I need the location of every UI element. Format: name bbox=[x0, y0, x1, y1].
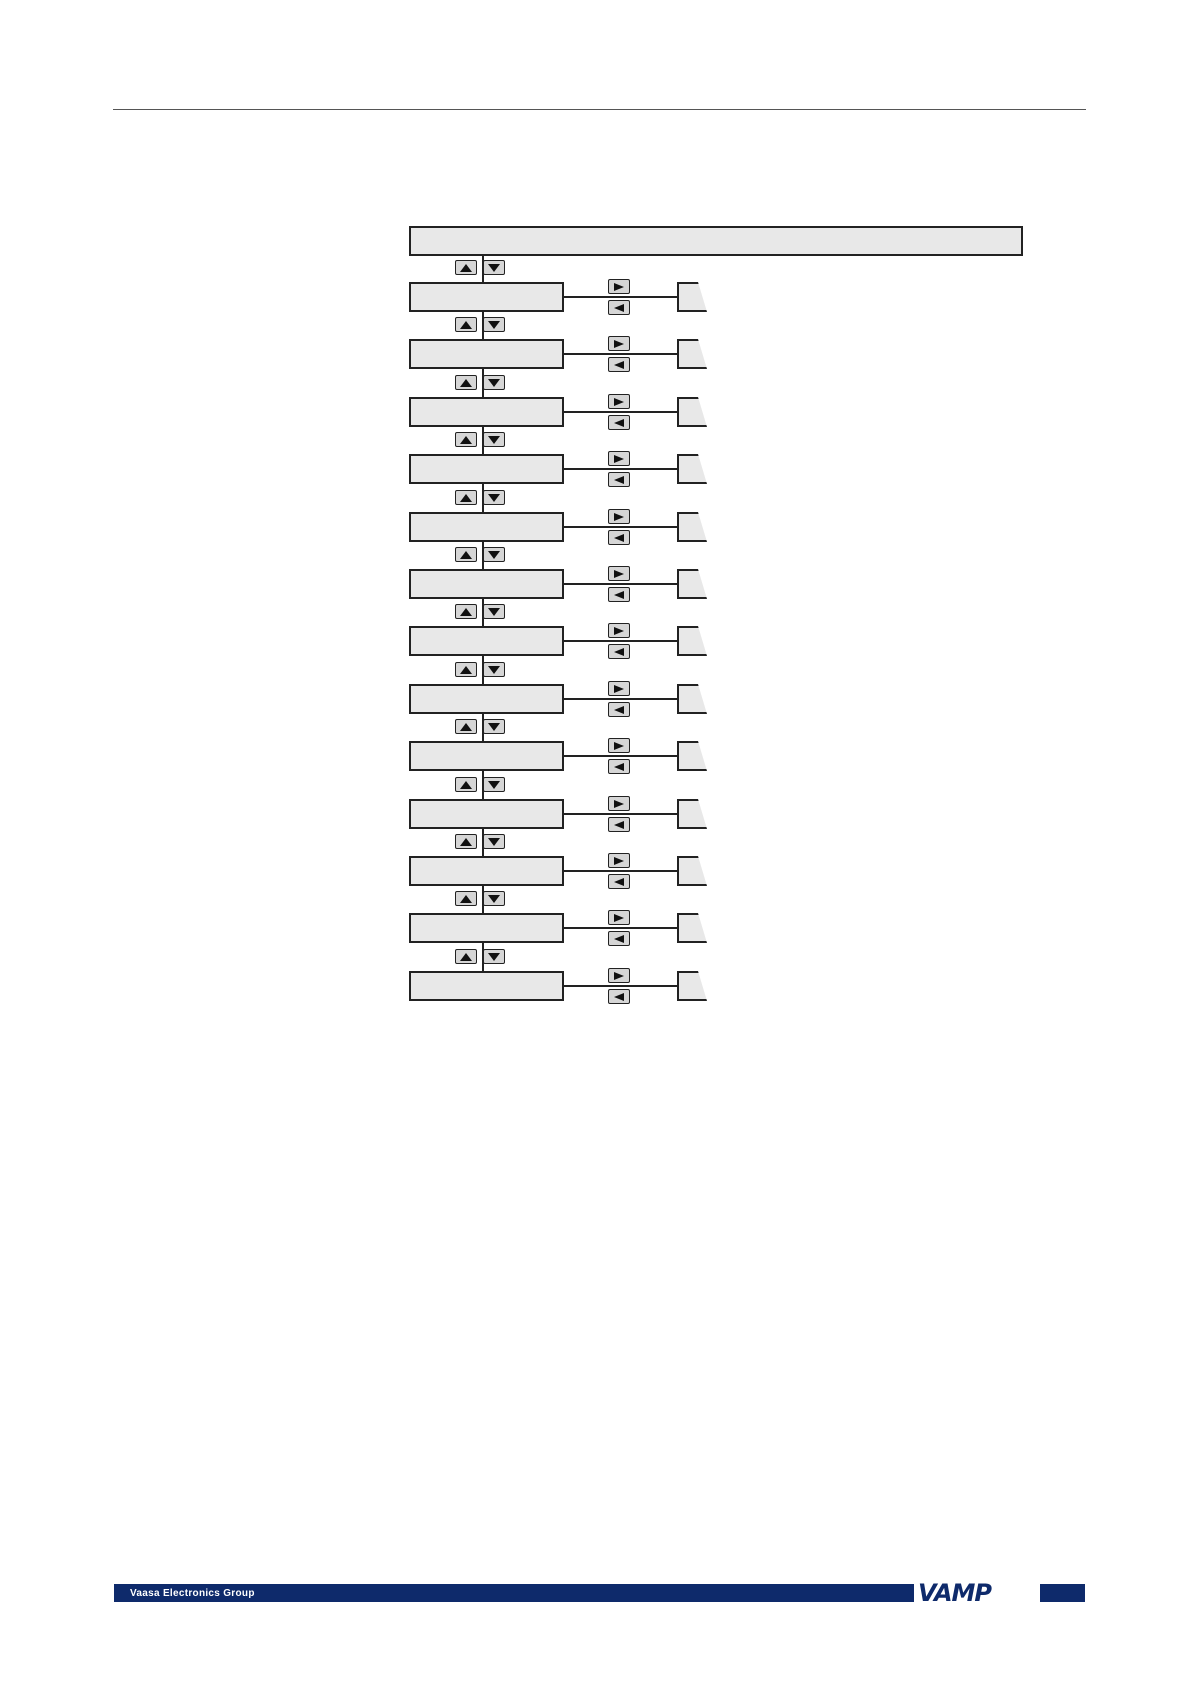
up-arrow-key-icon bbox=[459, 837, 473, 847]
down-arrow-key-icon[interactable] bbox=[483, 547, 505, 562]
left-arrow-key-icon bbox=[612, 762, 626, 772]
left-arrow-key-icon bbox=[612, 303, 626, 313]
down-arrow-key-icon bbox=[487, 837, 501, 847]
up-arrow-key-icon bbox=[459, 378, 473, 388]
down-arrow-key-icon bbox=[487, 493, 501, 503]
up-arrow-key-icon[interactable] bbox=[455, 662, 477, 677]
right-arrow-key-icon bbox=[612, 626, 626, 636]
right-arrow-key-icon[interactable] bbox=[608, 566, 630, 581]
menu-item-box bbox=[409, 626, 564, 656]
submenu-box bbox=[677, 741, 707, 771]
down-arrow-key-icon bbox=[487, 952, 501, 962]
menu-item-box bbox=[409, 799, 564, 829]
down-arrow-key-icon bbox=[487, 435, 501, 445]
menu-item-box bbox=[409, 856, 564, 886]
down-arrow-key-icon bbox=[487, 550, 501, 560]
menu-item-box bbox=[409, 741, 564, 771]
vamp-logo: VAMP bbox=[918, 1579, 991, 1607]
up-arrow-key-icon[interactable] bbox=[455, 547, 477, 562]
menu-item-box bbox=[409, 339, 564, 369]
right-arrow-key-icon bbox=[612, 397, 626, 407]
left-arrow-key-icon[interactable] bbox=[608, 472, 630, 487]
up-arrow-key-icon bbox=[459, 493, 473, 503]
menu-item-box bbox=[409, 282, 564, 312]
left-arrow-key-icon[interactable] bbox=[608, 587, 630, 602]
submenu-connector bbox=[564, 813, 677, 815]
up-arrow-key-icon[interactable] bbox=[455, 834, 477, 849]
up-arrow-key-icon[interactable] bbox=[455, 777, 477, 792]
submenu-box bbox=[677, 913, 707, 943]
down-arrow-key-icon[interactable] bbox=[483, 662, 505, 677]
submenu-box bbox=[677, 626, 707, 656]
down-arrow-key-icon[interactable] bbox=[483, 834, 505, 849]
down-arrow-key-icon[interactable] bbox=[483, 317, 505, 332]
submenu-box bbox=[677, 971, 707, 1001]
down-arrow-key-icon bbox=[487, 780, 501, 790]
submenu-connector bbox=[564, 640, 677, 642]
down-arrow-key-icon[interactable] bbox=[483, 375, 505, 390]
down-arrow-key-icon bbox=[487, 378, 501, 388]
right-arrow-key-icon[interactable] bbox=[608, 738, 630, 753]
left-arrow-key-icon bbox=[612, 533, 626, 543]
left-arrow-key-icon[interactable] bbox=[608, 874, 630, 889]
up-arrow-key-icon bbox=[459, 665, 473, 675]
down-arrow-key-icon[interactable] bbox=[483, 604, 505, 619]
left-arrow-key-icon[interactable] bbox=[608, 357, 630, 372]
down-arrow-key-icon bbox=[487, 894, 501, 904]
right-arrow-key-icon bbox=[612, 684, 626, 694]
menu-item-box bbox=[409, 512, 564, 542]
up-arrow-key-icon[interactable] bbox=[455, 891, 477, 906]
down-arrow-key-icon[interactable] bbox=[483, 432, 505, 447]
left-arrow-key-icon[interactable] bbox=[608, 759, 630, 774]
down-arrow-key-icon[interactable] bbox=[483, 490, 505, 505]
up-arrow-key-icon bbox=[459, 780, 473, 790]
up-arrow-key-icon[interactable] bbox=[455, 432, 477, 447]
right-arrow-key-icon bbox=[612, 856, 626, 866]
footer-company: Vaasa Electronics Group bbox=[130, 1587, 255, 1599]
left-arrow-key-icon bbox=[612, 418, 626, 428]
submenu-box bbox=[677, 512, 707, 542]
submenu-connector bbox=[564, 755, 677, 757]
right-arrow-key-icon bbox=[612, 569, 626, 579]
up-arrow-key-icon bbox=[459, 722, 473, 732]
menu-item-box bbox=[409, 971, 564, 1001]
right-arrow-key-icon bbox=[612, 913, 626, 923]
up-arrow-key-icon[interactable] bbox=[455, 260, 477, 275]
submenu-connector bbox=[564, 296, 677, 298]
right-arrow-key-icon[interactable] bbox=[608, 509, 630, 524]
right-arrow-key-icon bbox=[612, 454, 626, 464]
footer-bar bbox=[114, 1584, 914, 1602]
submenu-connector bbox=[564, 698, 677, 700]
up-arrow-key-icon bbox=[459, 435, 473, 445]
down-arrow-key-icon bbox=[487, 722, 501, 732]
right-arrow-key-icon[interactable] bbox=[608, 910, 630, 925]
right-arrow-key-icon bbox=[612, 339, 626, 349]
left-arrow-key-icon bbox=[612, 360, 626, 370]
down-arrow-key-icon[interactable] bbox=[483, 891, 505, 906]
submenu-box bbox=[677, 799, 707, 829]
submenu-connector bbox=[564, 353, 677, 355]
right-arrow-key-icon[interactable] bbox=[608, 623, 630, 638]
right-arrow-key-icon[interactable] bbox=[608, 451, 630, 466]
right-arrow-key-icon[interactable] bbox=[608, 336, 630, 351]
left-arrow-key-icon bbox=[612, 647, 626, 657]
menu-item-box bbox=[409, 397, 564, 427]
submenu-box bbox=[677, 454, 707, 484]
left-arrow-key-icon[interactable] bbox=[608, 530, 630, 545]
left-arrow-key-icon bbox=[612, 820, 626, 830]
right-arrow-key-icon[interactable] bbox=[608, 968, 630, 983]
right-arrow-key-icon bbox=[612, 282, 626, 292]
right-arrow-key-icon[interactable] bbox=[608, 796, 630, 811]
up-arrow-key-icon[interactable] bbox=[455, 375, 477, 390]
submenu-box bbox=[677, 569, 707, 599]
left-arrow-key-icon[interactable] bbox=[608, 702, 630, 717]
up-arrow-key-icon bbox=[459, 320, 473, 330]
submenu-box bbox=[677, 856, 707, 886]
up-arrow-key-icon bbox=[459, 263, 473, 273]
down-arrow-key-icon[interactable] bbox=[483, 260, 505, 275]
submenu-connector bbox=[564, 870, 677, 872]
right-arrow-key-icon[interactable] bbox=[608, 394, 630, 409]
right-arrow-key-icon[interactable] bbox=[608, 853, 630, 868]
menu-item-box bbox=[409, 569, 564, 599]
down-arrow-key-icon bbox=[487, 263, 501, 273]
up-arrow-key-icon bbox=[459, 952, 473, 962]
submenu-box bbox=[677, 282, 707, 312]
submenu-box bbox=[677, 397, 707, 427]
up-arrow-key-icon[interactable] bbox=[455, 949, 477, 964]
right-arrow-key-icon bbox=[612, 799, 626, 809]
left-arrow-key-icon[interactable] bbox=[608, 300, 630, 315]
submenu-connector bbox=[564, 927, 677, 929]
right-arrow-key-icon[interactable] bbox=[608, 681, 630, 696]
down-arrow-key-icon bbox=[487, 320, 501, 330]
main-display-bar bbox=[409, 226, 1023, 256]
right-arrow-key-icon[interactable] bbox=[608, 279, 630, 294]
submenu-box bbox=[677, 684, 707, 714]
logo-block bbox=[1040, 1584, 1085, 1602]
menu-item-box bbox=[409, 454, 564, 484]
up-arrow-key-icon[interactable] bbox=[455, 490, 477, 505]
submenu-connector bbox=[564, 526, 677, 528]
up-arrow-key-icon[interactable] bbox=[455, 604, 477, 619]
menu-item-box bbox=[409, 684, 564, 714]
left-arrow-key-icon bbox=[612, 934, 626, 944]
left-arrow-key-icon bbox=[612, 705, 626, 715]
left-arrow-key-icon[interactable] bbox=[608, 989, 630, 1004]
right-arrow-key-icon bbox=[612, 971, 626, 981]
right-arrow-key-icon bbox=[612, 512, 626, 522]
down-arrow-key-icon[interactable] bbox=[483, 719, 505, 734]
submenu-connector bbox=[564, 985, 677, 987]
submenu-connector bbox=[564, 411, 677, 413]
down-arrow-key-icon bbox=[487, 607, 501, 617]
submenu-box bbox=[677, 339, 707, 369]
left-arrow-key-icon bbox=[612, 992, 626, 1002]
left-arrow-key-icon bbox=[612, 877, 626, 887]
down-arrow-key-icon[interactable] bbox=[483, 777, 505, 792]
submenu-connector bbox=[564, 583, 677, 585]
submenu-connector bbox=[564, 468, 677, 470]
down-arrow-key-icon bbox=[487, 665, 501, 675]
left-arrow-key-icon bbox=[612, 475, 626, 485]
left-arrow-key-icon[interactable] bbox=[608, 644, 630, 659]
left-arrow-key-icon[interactable] bbox=[608, 817, 630, 832]
up-arrow-key-icon[interactable] bbox=[455, 317, 477, 332]
up-arrow-key-icon[interactable] bbox=[455, 719, 477, 734]
right-arrow-key-icon bbox=[612, 741, 626, 751]
left-arrow-key-icon bbox=[612, 590, 626, 600]
left-arrow-key-icon[interactable] bbox=[608, 931, 630, 946]
up-arrow-key-icon bbox=[459, 894, 473, 904]
left-arrow-key-icon[interactable] bbox=[608, 415, 630, 430]
up-arrow-key-icon bbox=[459, 550, 473, 560]
menu-item-box bbox=[409, 913, 564, 943]
up-arrow-key-icon bbox=[459, 607, 473, 617]
down-arrow-key-icon[interactable] bbox=[483, 949, 505, 964]
